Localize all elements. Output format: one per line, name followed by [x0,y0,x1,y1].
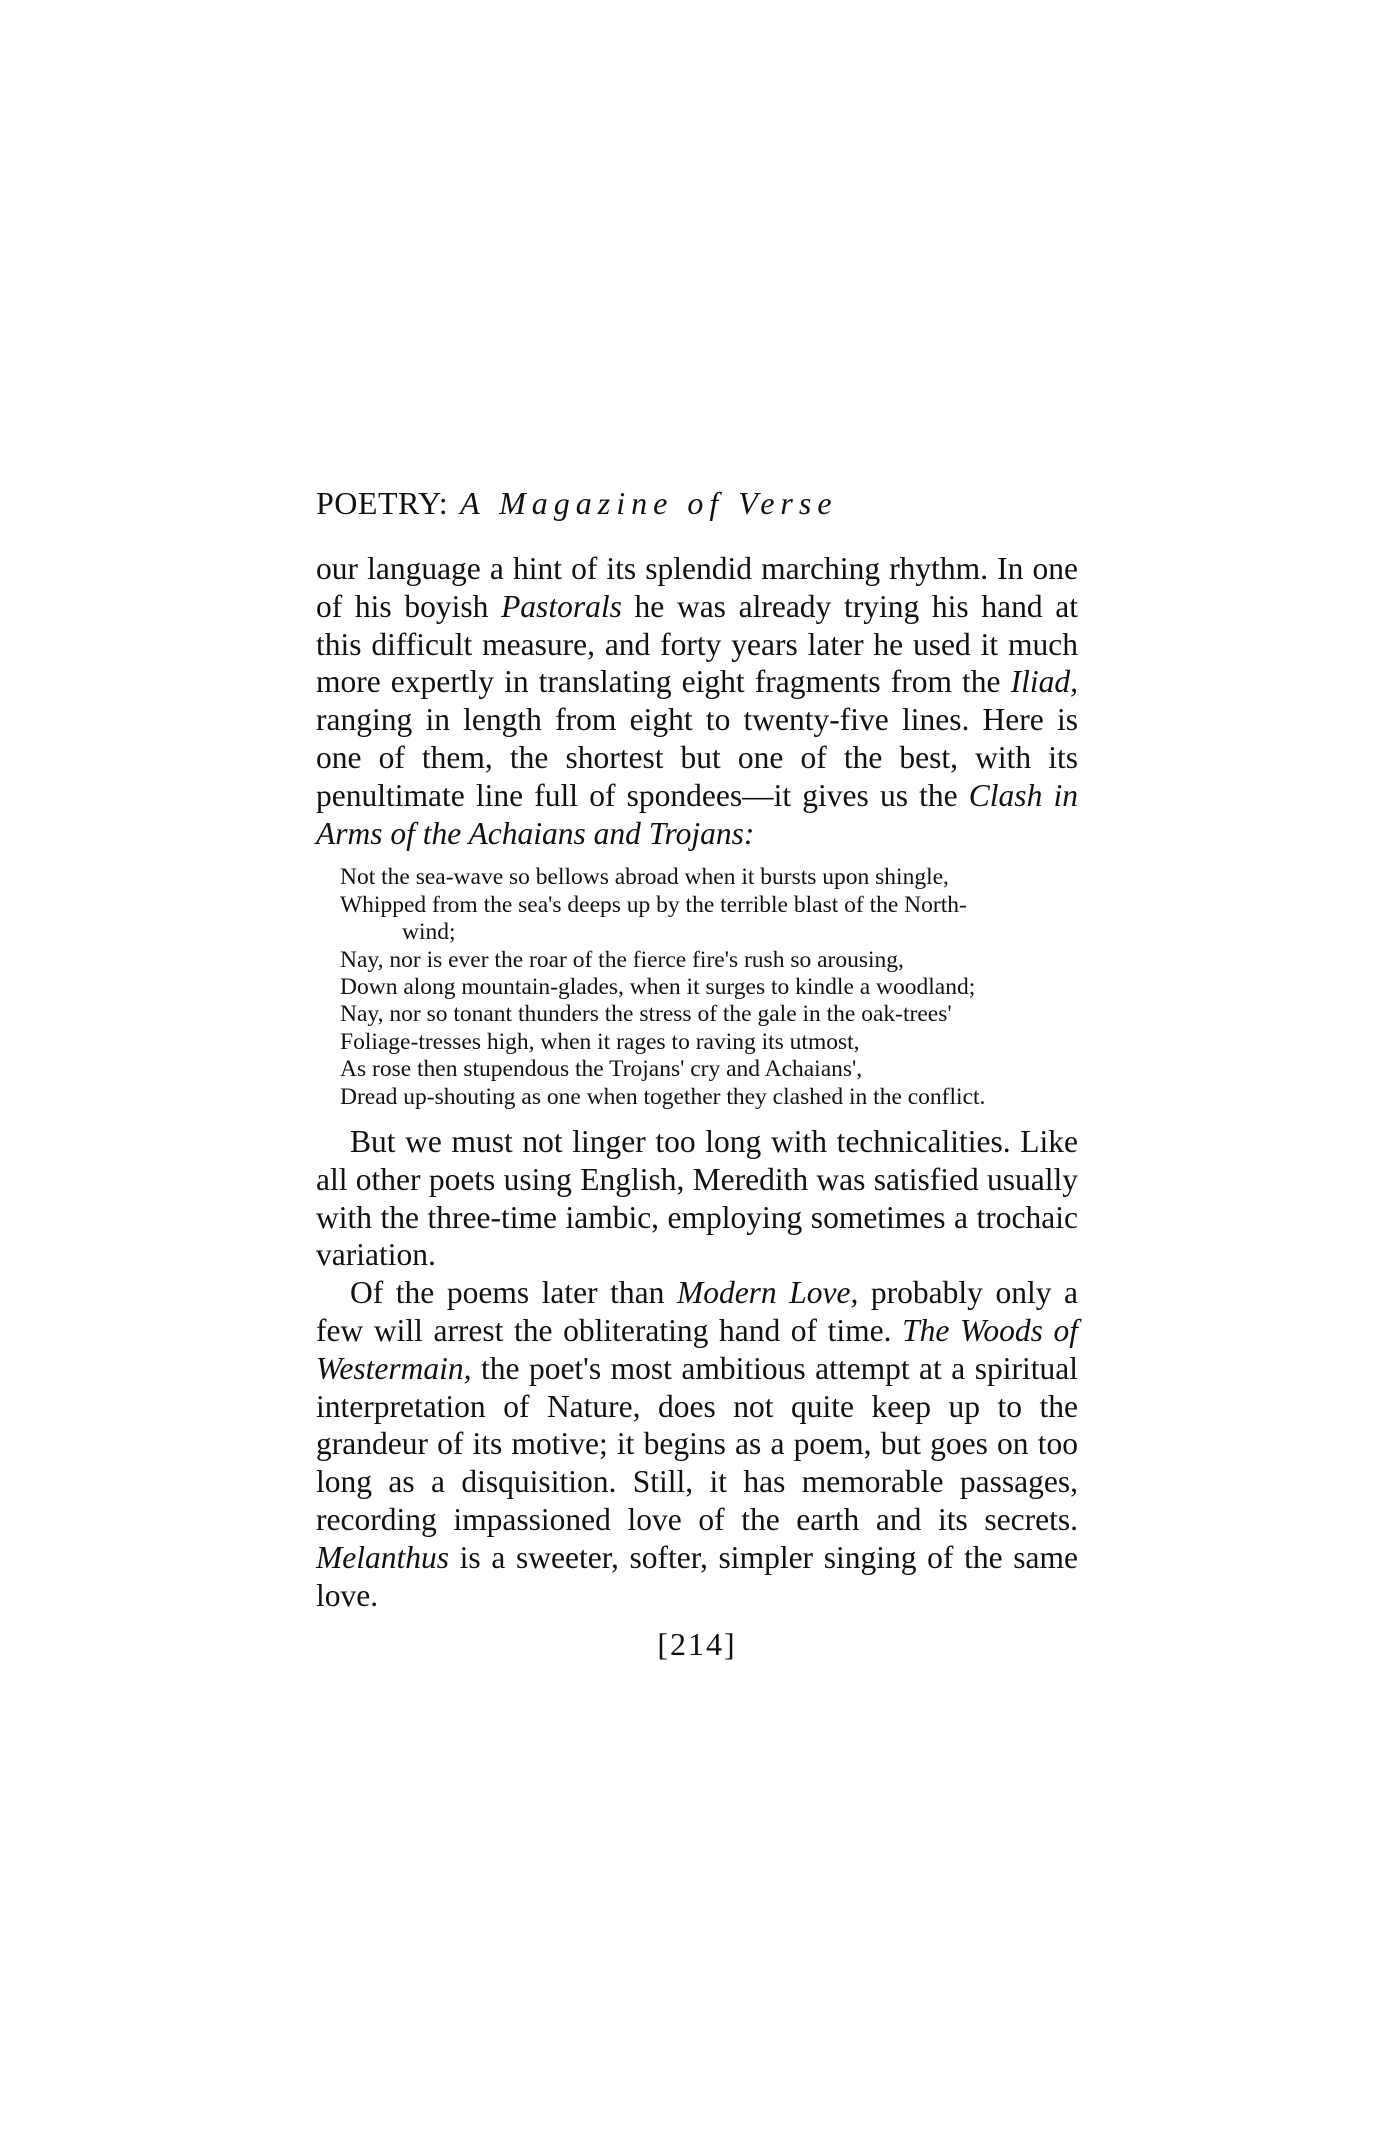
text-run: he was already trying his hand at this difficult measure, and forty years later he used it much more expertly in translating eight fragments from the [316,588,1078,700]
page [316,478,1078,1663]
text-run: our language a hint of its splendid marching rhythm. In one of his boyish [316,551,1078,624]
verse-line: Not the sea-wave so bellows abroad when it bursts upon shingle, [340,864,949,891]
verse-quotation [340,864,1078,1111]
verse-line: Down along mountain-glades, when it surges to kindle a woodland; [340,974,976,1000]
title-melanthus: Melanthus [316,1539,449,1575]
text-run: ranging in length from eight to twenty-five lines. Here is one of them, the shortest but one of the best, with its penultimate line full of spondees—it gives us the [316,702,1078,813]
paragraph-1 [316,550,1078,852]
title-clash-in-arms: Clash in Arms of the Achaians and Trojans: [316,777,1078,851]
paragraph-3 [316,1274,1078,1614]
text-run: the poet's most ambitious attempt at a spiritual interpretation of Nature, does not quite keep up to the grandeur of its motive; it begins as a poem, but goes on too long as a disquisition. Still, it has memorable passages, recording impassioned love of the earth and its secrets. [316,1350,1078,1537]
verse-line: Foliage-tresses high, when it rages to raving its utmost, [340,1028,860,1055]
verse-line: Nay, nor so tonant thunders the stress of the gale in the oak-trees' [340,1001,952,1028]
text-run: probably only a few will arrest the obliterating hand of time. [316,1275,1078,1349]
verse-line: Dread up-shouting as one when together they clashed in the conflict. [340,1083,986,1110]
journal-name: POETRY: [316,485,449,521]
journal-subtitle: A Magazine of Verse [460,485,838,521]
paragraph-2: But we must not linger too long with technicalities. Like all other poets using English, Meredith was satisfied usually with the three-time iambic, employing sometimes a trochaic variation. [316,1124,1078,1273]
text-run: is a sweeter, softer, simpler singing of the same love. [316,1539,1078,1613]
article-body [316,550,1078,1614]
verse-line: Whipped from the sea's deeps up by the terrible blast of the North- [340,891,967,918]
running-head [316,478,1078,528]
title-pastorals: Pastorals [501,588,622,624]
title-woods-of-westermain: The Woods of Westermain, [316,1313,1079,1386]
title-iliad: Iliad, [1010,664,1078,700]
verse-line-turnover: wind; [402,919,456,946]
text-run: Of the poems later than [350,1275,677,1311]
title-modern-love: Modern Love, [676,1275,859,1311]
verse-line: As rose then stupendous the Trojans' cry and Achaians', [340,1056,863,1083]
page-number: [214] [657,1626,737,1663]
verse-line: Nay, nor is ever the roar of the fierce fire's rush so arousing, [340,946,904,973]
